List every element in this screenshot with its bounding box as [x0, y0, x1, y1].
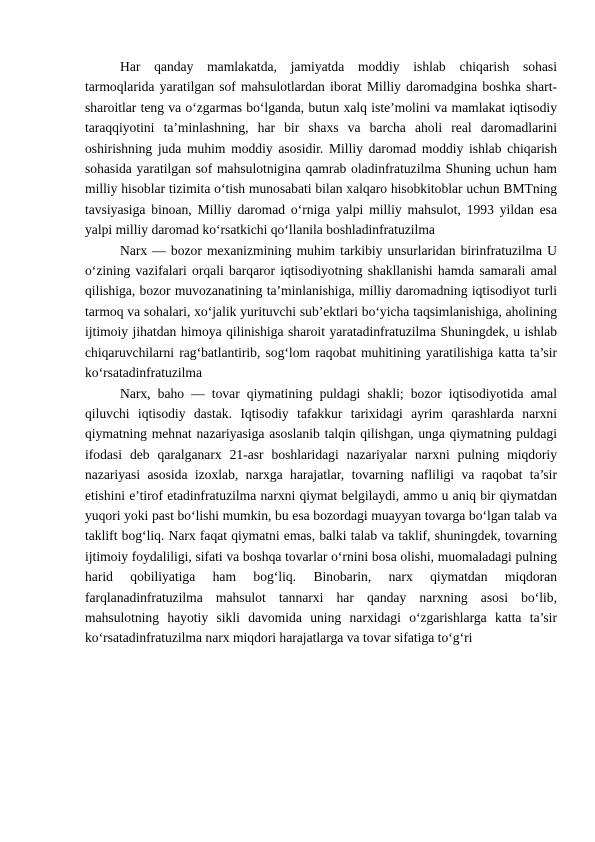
paragraph-price-definition: Narx, baho — tovar qiymatining puldagi shakli; bozor iqtisodiyotida amal qiluvchi iqtisodiy dastak. Iqtisodiy tafakkur tarixidagi ayrim qarashlarda narxni qiymatning mehnat nazariyasiga asoslanib talqin qilishgan, unga qiymatning puldagi ifodasi deb qaralganarx 21-asr boshlaridagi nazariyalar narxni pulning miqdoriy nazariyasi asosida izoxlab, narxga harajatlar, tovarning nafliligi va raqobat ta’sir etishini e’tirof etadinfratuzilma narxni qiymat belgilaydi, ammo u aniq bir qiymatdan yuqori yoki past bo‘lishi mumkin, bu esa bozordagi muayyan tovarga bo‘lgan talab va taklift bog‘liq. Narx faqat qiymatni emas, balki talab va taklif, shuningdek, tovarning ijtimoiy foydaliligi, sifati va boshqa tovarlar o‘rnini bosa olishi, muomaladagi pulning harid qobiliyatiga ham bog‘liq. Binobarin, narx qiymatdan miqdoran farqlanadinfratuzilma mahsulot tannarxi har qanday narxning asosi bo‘lib, mahsulotning hayotiy sikli davomida uning narxidagi o‘zgarishlarga katta ta’sir ko‘rsatadinfratuzilma narx miqdori harajatlarga va tovar sifatiga to‘g‘ri [85, 385, 557, 646]
paragraph-national-income: Har qanday mamlakatda, jamiyatda moddiy ishlab chiqarish sohasi tarmoqlarida yaratilgan sof mahsulotlardan iborat Milliy daromadgina boshka shart-sharoitlar teng va o‘zgarmas bo‘lganda, butun xalq iste’molini va mamlakat iqtisodiy taraqqiyotini ta’minlashning, har bir shaxs va barcha aholi real daromadlarini oshirishning juda muhim moddiy asosidir. Milliy daromad moddiy ishlab chiqarish sohasida yaratilgan sof mahsulotnigina qamrab oladinfratuzilma Shuning uchun ham milliy hisoblar tizimita o‘tish munosabati bilan xalqaro hisobkitoblar uchun BMTning tavsiyasiga binoan, Milliy daromad o‘rniga yalpi milliy mahsulot, 1993 yildan esa yalpi milliy daromad ko‘rsatkichi qo‘llanila boshladinfratuzilma [85, 59, 557, 238]
document-page [85, 57, 557, 649]
paragraph-price-mechanism: Narx — bozor mexanizmining muhim tarkibiy unsurlaridan birinfratuzilma U o‘zining vazifalari orqali barqaror iqtisodiyotning shakllanishi hamda samarali amal qilishiga, bozor muvozanatining ta’minlanishiga, milliy daromadning iqtisodiyot turli tarmoq va sohalari, xo‘jalik yurituvchi sub’ektlari bo‘yicha taqsimlanishiga, aholining ijtimoiy jihatdan himoya qilinishiga sharoit yaratadinfratuzilma Shuningdek, u ishlab chiqaruvchilarni rag‘batlantirib, sog‘lom raqobat muhitining yaratilishiga katta ta’sir ko‘rsatadinfratuzilma [85, 242, 557, 381]
